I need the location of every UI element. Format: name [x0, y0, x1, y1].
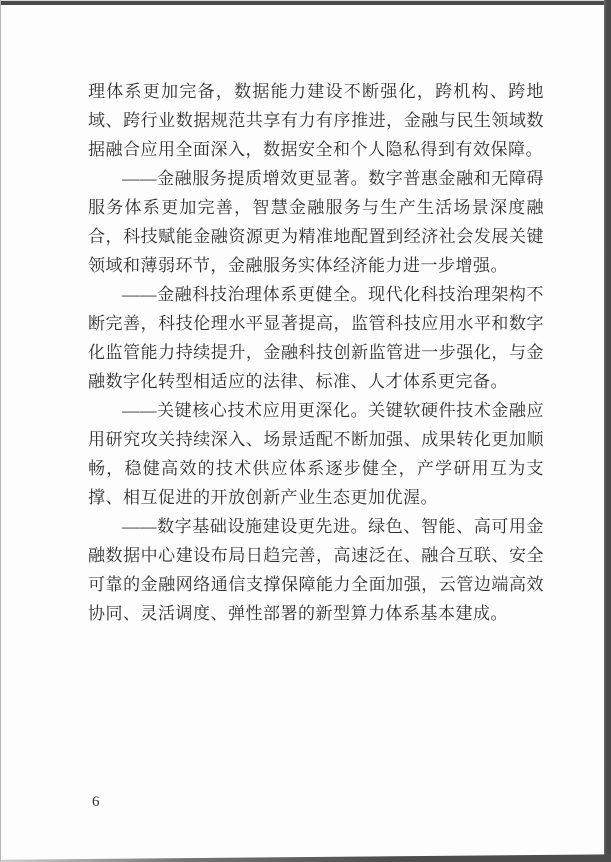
paragraph-digital-infrastructure: ——数字基础设施建设更先进。绿色、智能、高可用金融数据中心建设布局日趋完善，高速泛在、融合互联、安全可靠的金融网络通信支撑保障能力全面加强，云管边端高效协同、灵活调度、弹性部署的新型算力体系基本建成。: [88, 517, 544, 623]
page-number: 6: [92, 794, 100, 810]
scan-edge-right: [604, 0, 611, 862]
paragraph-financial-services: ——金融服务提质增效更显著。数字普惠金融和无障碍服务体系更加完善，智慧金融服务与生产生活场景深度融合，科技赋能金融资源更为精准地配置到经济社会发展关键领域和薄弱环节，金融服务实体经济能力进一步增强。: [88, 169, 544, 275]
paragraph-core-technology: ——关键核心技术应用更深化。关键软硬件技术金融应用研究攻关持续深入、场景适配不断加强、成果转化更加顺畅，稳健高效的技术供应体系逐步健全，产学研用互为支撑、相互促进的开放创新产业生态更加优渥。: [88, 401, 544, 507]
scan-edge-left: [0, 0, 1, 862]
paragraph-continuation: 理体系更加完备，数据能力建设不断强化，跨机构、跨地域、跨行业数据规范共享有力有序推进，金融与民生领域数据融合应用全面深入，数据安全和个人隐私得到有效保障。: [88, 82, 544, 159]
scan-edge-top: [0, 0, 611, 5]
paragraph-fintech-governance: ——金融科技治理体系更健全。现代化科技治理架构不断完善，科技伦理水平显著提高，监管科技应用水平和数字化监管能力持续提升，金融科技创新监管进一步强化，与金融数字化转型相适应的法律、标准、人才体系更完备。: [88, 285, 544, 391]
scan-edge-bottom: [0, 854, 611, 862]
document-text-block: [88, 77, 544, 628]
